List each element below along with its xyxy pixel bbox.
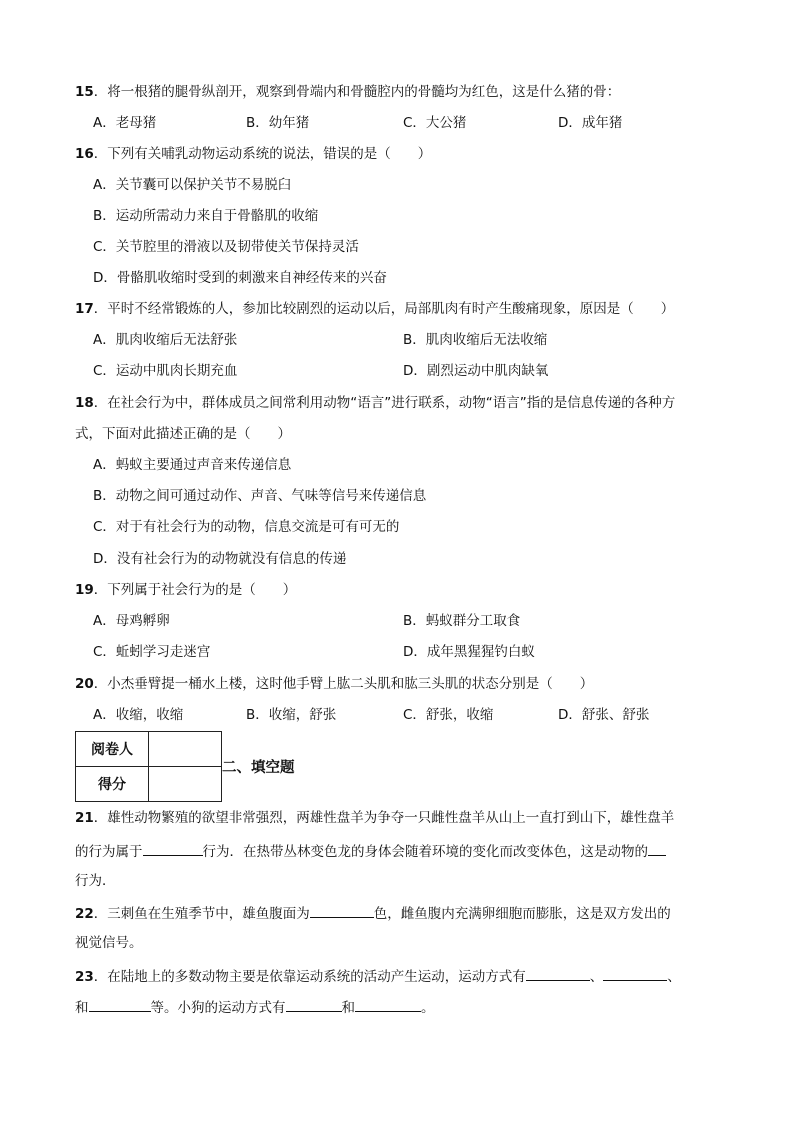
text: 行为．在热带丛林变色龙的身体会随着环境的变化而改变体色，这是动物的 [202,844,648,860]
question-number: 19 [75,582,94,598]
option-a[interactable]: A．老母猪 [93,115,157,131]
text: 色，雌鱼腹内充满卵细胞而膨胀，这是双方发出的 [373,906,671,922]
text: ．在陆地上的多数动物主要是依靠运动系统的活动产生运动，运动方式有 [93,969,526,985]
answer-blank[interactable] [355,996,421,1012]
score-table [75,731,222,802]
question-21 [75,808,674,828]
question-number: 21 [75,810,94,826]
option-a[interactable]: A．收缩，收缩 [93,707,184,723]
question-stem: ．将一根猪的腿骨纵剖开，观察到骨端内和骨髓腔内的骨髓均为红色，这是什么猪的骨： [93,84,621,100]
option-a[interactable]: A．肌肉收缩后无法舒张 [93,332,238,348]
text: 和 [75,1000,89,1016]
options-19-row1 [93,611,733,631]
option-d[interactable]: D．成年黑猩猩钓白蚁 [403,644,535,660]
option-b[interactable]: B．肌肉收缩后无法收缩 [403,332,548,348]
question-stem: ．雄性动物繁殖的欲望非常强烈，两雄性盘羊为争夺一只雌性盘羊从山上一直打到山下，雄性盘羊 [93,810,675,826]
question-number: 18 [75,395,94,411]
question-20 [75,674,593,694]
question-18 [75,393,675,413]
text: 的行为属于 [75,844,143,860]
question-16 [75,144,431,164]
options-19-row2 [93,642,733,662]
options-17-row2 [93,361,733,381]
option-a[interactable]: A．母鸡孵卵 [93,613,170,629]
option-c[interactable]: C．对于有社会行为的动物，信息交流是可有可无的 [93,519,400,535]
question-23-line2 [75,996,435,1018]
question-17 [75,299,674,319]
question-number: 16 [75,146,94,162]
question-19 [75,580,296,600]
question-stem: ．平时不经常锻炼的人，参加比较剧烈的运动以后，局部肌肉有时产生酸痛现象，原因是（ ） [93,301,675,317]
question-stem: ．下列有关哺乳动物运动系统的说法，错误的是（ ） [93,146,432,162]
question-number: 20 [75,676,94,692]
option-d[interactable]: D．舒张、舒张 [558,707,650,723]
text: 等。小狗的运动方式有 [150,1000,286,1016]
question-number: 15 [75,84,94,100]
option-a[interactable]: A．蚂蚁主要通过声音来传递信息 [93,457,292,473]
answer-blank[interactable] [603,965,667,981]
option-d[interactable]: D．没有社会行为的动物就没有信息的传递 [93,551,347,567]
options-15 [93,113,733,133]
question-21-line2 [75,840,666,862]
question-15 [75,82,620,102]
question-stem-continued: 式，下面对此描述正确的是（ ） [75,426,291,442]
option-b[interactable]: B．蚂蚁群分工取食 [403,613,521,629]
score-field[interactable] [149,767,222,802]
option-b[interactable]: B．运动所需动力来自于骨骼肌的收缩 [93,208,319,224]
question-number: 17 [75,301,94,317]
reviewer-label: 阅卷人 [76,732,149,767]
question-stem: ．小杰垂臂提一桶水上楼，这时他手臂上肱二头肌和肱三头肌的状态分别是（ ） [93,676,594,692]
option-d[interactable]: D．成年猪 [558,115,623,131]
option-b[interactable]: B．动物之间可通过动作、声音、气味等信号来传递信息 [93,488,427,504]
section-title: 二、填空题 [222,760,295,776]
option-b[interactable]: B．幼年猪 [246,115,310,131]
answer-blank[interactable] [648,840,666,856]
text: ．三刺鱼在生殖季节中，雄鱼腹面为 [93,906,310,922]
option-c[interactable]: C．运动中肌肉长期充血 [93,363,238,379]
option-a[interactable]: A．关节囊可以保护关节不易脱臼 [93,177,292,193]
text: 、 [589,969,604,985]
text: 和 [341,1000,355,1016]
score-label: 得分 [76,767,149,802]
option-d[interactable]: D．骨骼肌收缩时受到的刺激来自神经传来的兴奋 [93,270,387,286]
option-c[interactable]: C．关节腔里的滑液以及韧带使关节保持灵活 [93,239,359,255]
answer-blank[interactable] [89,996,151,1012]
option-c[interactable]: C．舒张，收缩 [403,707,494,723]
text: 。 [421,1000,435,1016]
question-21-line3: 行为． [75,873,116,889]
question-stem: ．下列属于社会行为的是（ ） [93,582,297,598]
text: 、 [667,969,681,985]
question-stem: ．在社会行为中，群体成员之间常利用动物“语言”进行联系，动物“语言”指的是信息传递的各种方 [93,395,676,411]
option-c[interactable]: C．蚯蚓学习走迷宫 [93,644,211,660]
answer-blank[interactable] [286,996,342,1012]
answer-blank[interactable] [310,902,374,918]
answer-blank[interactable] [143,840,203,856]
question-22 [75,902,671,924]
reviewer-field[interactable] [149,732,222,767]
answer-blank[interactable] [526,965,590,981]
options-20 [93,705,733,725]
question-23 [75,965,681,987]
question-number: 23 [75,969,94,985]
question-22-line2: 视觉信号。 [75,935,143,951]
option-d[interactable]: D．剧烈运动中肌肉缺氧 [403,363,549,379]
option-c[interactable]: C．大公猪 [403,115,467,131]
question-number: 22 [75,906,94,922]
option-b[interactable]: B．收缩，舒张 [246,707,337,723]
options-17-row1 [93,330,733,350]
